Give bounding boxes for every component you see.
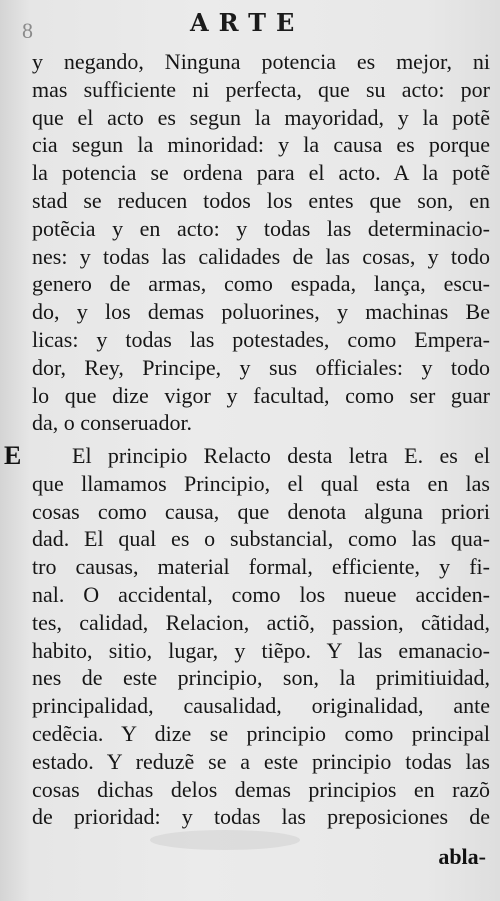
text-line: nes de este principio, son, la primitiuidad,	[32, 665, 490, 691]
show-through-smudge	[150, 830, 300, 850]
text-line: dad. El qual es o substancial, como las qua-	[32, 526, 490, 552]
text-line: El principio Relacto desta letra E. es el	[72, 443, 490, 468]
text-line: cedẽcia. Y dize se principio como principal	[32, 720, 490, 746]
paragraph-potestad	[32, 48, 490, 437]
text-line: que el acto es segun la mayoridad, y la potẽ	[32, 104, 490, 130]
paragraph-principio	[32, 442, 490, 831]
text-line: lo que dize vigor y facultad, como ser guar	[32, 382, 490, 408]
text-line: la potencia se ordena para el acto. A la potẽ	[32, 160, 490, 186]
page-number: 8	[22, 18, 34, 43]
text-line: que llamamos Principio, el qual esta en las	[32, 470, 490, 496]
text-line: tro causas, material formal, efficiente, y fi-	[32, 554, 490, 580]
text-line: cia segun la minoridad: y la causa es porque	[32, 132, 490, 158]
text-line: dor, Rey, Principe, y sus officiales: y todo	[32, 354, 490, 380]
text-line: do, y los demas poluorines, y machinas Be	[32, 299, 490, 325]
text-line: licas: y todas las potestades, como Empera-	[32, 326, 490, 352]
text-line: estado. Y reduzẽ se a este principio todas las	[32, 748, 490, 774]
text-line: genero de armas, como espada, lança, escu-	[32, 271, 490, 297]
text-line: cosas como causa, que denota alguna priori	[32, 498, 490, 524]
text-line: cosas dichas delos demas principios en razõ	[32, 776, 490, 802]
text-line: nes: y todas las calidades de las cosas, y todo	[32, 243, 490, 269]
text-line: tes, calidad, Relacion, actiõ, passion, cãtidad,	[32, 609, 490, 635]
text-line: principalidad, causalidad, originalidad, ante	[32, 693, 490, 719]
text-line: potẽcia y en acto: y todas las determinacio-	[32, 215, 490, 241]
text-line: da, o conseruador.	[32, 410, 193, 436]
margin-letter: E	[4, 441, 22, 470]
text-line: y negando, Ninguna potencia es mejor, ni	[32, 49, 490, 74]
text-line: stad se reducen todos los entes que son, en	[32, 187, 490, 213]
text-line: mas sufficiente ni perfecta, que su acto: por	[32, 76, 490, 102]
text-line: de prioridad: y todas las preposiciones de	[32, 804, 490, 830]
text-line: nal. O accidental, como los nueue acciden-	[32, 581, 490, 607]
catchword: abla-	[438, 844, 486, 869]
running-head: ARTE	[190, 8, 305, 37]
text-line: habito, sitio, lugar, y tiẽpo. Y las emanacio-	[32, 637, 490, 663]
